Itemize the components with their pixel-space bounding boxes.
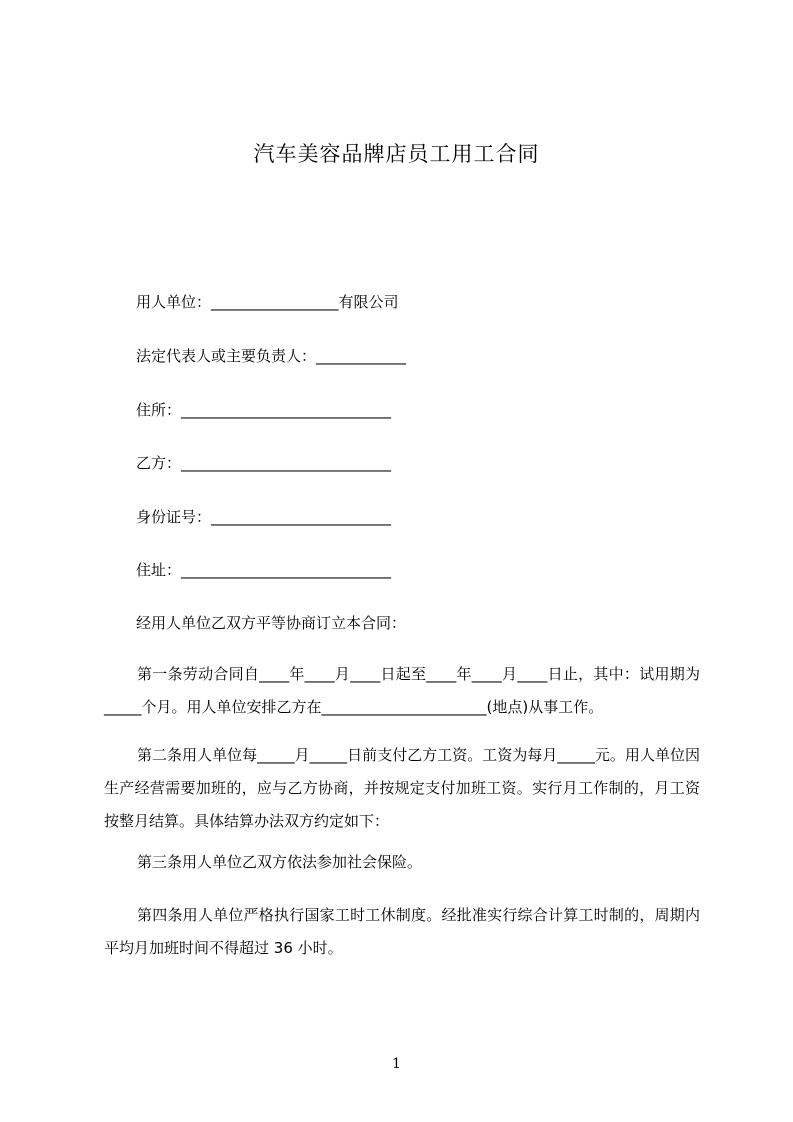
article-4: 第四条用人单位严格执行国家工时工休制度。经批准实行综合计算工时制的，周期内平均月加班时间不得超过 36 小时。	[104, 906, 700, 957]
party-b-field: 乙方：____________________________	[136, 454, 392, 472]
article-2: 第二条用人单位每_____月_____日前支付乙方工资。工资为每月_____元。用人单位因生产经营需要加班的，应与乙方协商，并按规定支付加班工资。实行月工作制的，月工资按整月结算。具体结算办法双方约定如下：	[104, 746, 700, 830]
document-title: 汽车美容品牌店员工用工合同	[253, 142, 540, 166]
article-1: 第一条劳动合同自____年____月____日起至____年____月____日止，其中：试用期为_____个月。用人单位安排乙方在______________________(地点)从事工作。	[104, 665, 700, 716]
id-number-field: 身份证号：________________________	[136, 508, 392, 526]
page-number: 1	[392, 1056, 401, 1072]
employer-field: 用人单位：_________________有限公司	[136, 293, 399, 311]
article-3: 第三条用人单位乙双方依法参加社会保险。	[137, 853, 423, 871]
legal-representative-field: 法定代表人或主要负责人：____________	[136, 347, 407, 365]
residence-field: 住所：____________________________	[136, 401, 392, 419]
address-field: 住址：____________________________	[136, 561, 392, 579]
intro-line: 经用人单位乙双方平等协商订立本合同：	[136, 614, 407, 632]
